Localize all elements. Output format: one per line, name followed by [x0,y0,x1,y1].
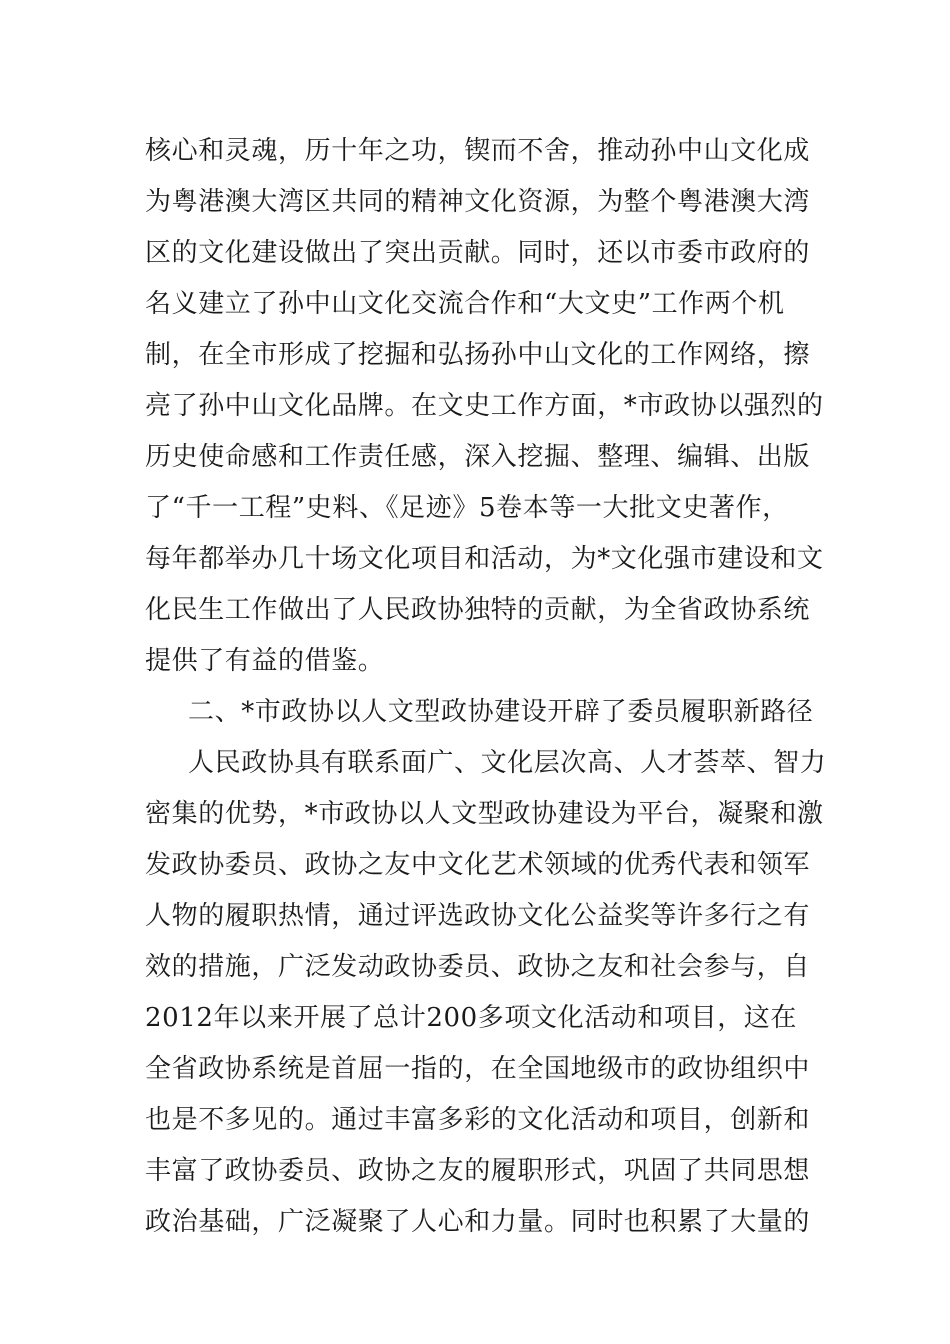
text-line: 名义建立了孙中山文化交流合作和“大文史”工作两个机 [145,289,785,319]
text-line: 人物的履职热情，通过评选政协文化公益奖等许多行之有 [145,901,811,931]
text-line: 核心和灵魂，历十年之功，锲而不舍，推动孙中山文化成 [145,136,811,166]
text-line: 为粤港澳大湾区共同的精神文化资源，为整个粤港澳大湾 [145,187,811,217]
text-line: 每年都举办几十场文化项目和活动，为*文化强市建设和文 [145,544,824,574]
text-line: 提供了有益的借鉴。 [145,646,385,676]
text-line: 全省政协系统是首屈一指的，在全国地级市的政协组织中 [145,1054,811,1084]
text-line: 了“千一工程”史料、《足迹》5卷本等一大批文史著作， [145,493,789,523]
text-line: 丰富了政协委员、政协之友的履职形式，巩固了共同思想 [145,1156,811,1186]
section-heading: 二、*市政协以人文型政协建设开辟了委员履职新路径 [188,697,814,727]
text-line: 亮了孙中山文化品牌。在文史工作方面，*市政协以强烈的 [145,391,824,421]
text-line: 化民生工作做出了人民政协独特的贡献，为全省政协系统 [145,595,811,625]
text-line: 区的文化建设做出了突出贡献。同时，还以市委市政府的 [145,238,811,268]
text-line: 效的措施，广泛发动政协委员、政协之友和社会参与，自 [145,952,811,982]
text-line: 2012年以来开展了总计200多项文化活动和项目，这在 [145,1003,797,1033]
text-line: 历史使命感和工作责任感，深入挖掘、整理、编辑、出版 [145,442,811,472]
text-line: 政治基础，广泛凝聚了人心和力量。同时也积累了大量的 [145,1207,811,1237]
text-line: 制，在全市形成了挖掘和弘扬孙中山文化的工作网络，擦 [145,340,811,370]
text-line: 密集的优势，*市政协以人文型政协建设为平台，凝聚和激 [145,799,824,829]
text-line: 人民政协具有联系面广、文化层次高、人才荟萃、智力 [188,748,827,778]
text-line: 也是不多见的。通过丰富多彩的文化活动和项目，创新和 [145,1105,811,1135]
text-line: 发政协委员、政协之友中文化艺术领域的优秀代表和领军 [145,850,811,880]
